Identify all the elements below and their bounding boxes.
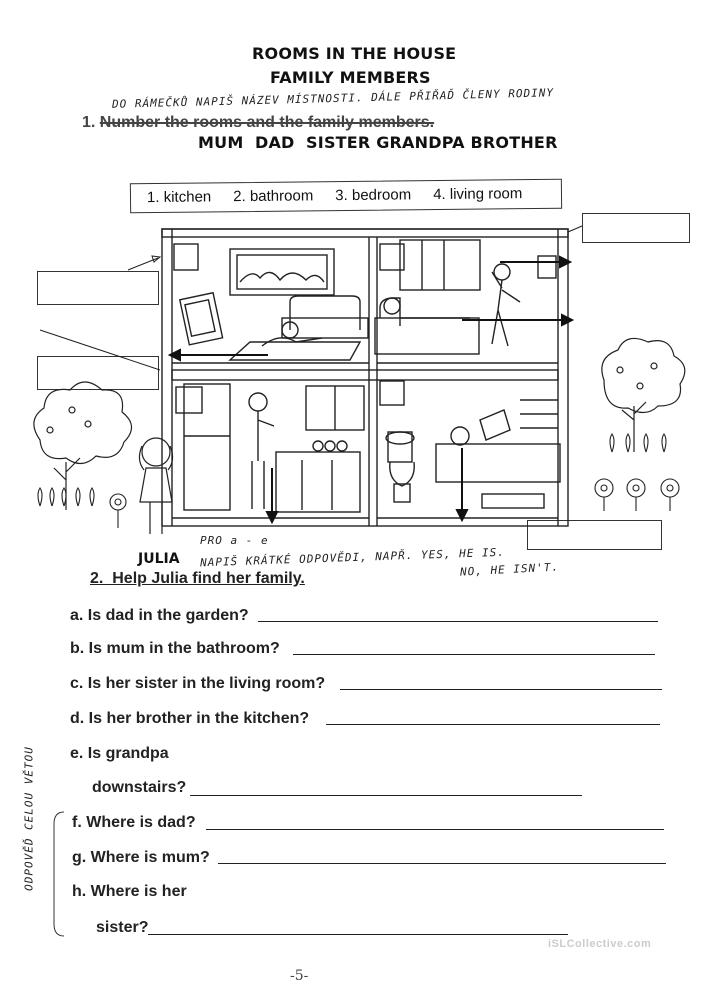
tree-right (602, 338, 685, 452)
question-d (70, 710, 309, 728)
question-d-text: Is her brother in the kitchen? (88, 710, 310, 727)
answer-line-f[interactable] (206, 829, 664, 830)
question-h-cont: sister? (96, 919, 149, 936)
handwritten-short-answers: NAPIŠ KRÁTKÉ ODPOVĚDI, NAPŘ. YES, HE IS. (199, 545, 506, 570)
exercise1-instruction: Number the rooms and the family members. (99, 114, 435, 131)
family-members-list: MUM DAD SISTER GRANDPA BROTHER (198, 133, 558, 152)
tree-left (34, 382, 132, 510)
question-c-text: Is her sister in the living room? (87, 675, 326, 692)
question-e (70, 745, 169, 763)
question-h-letter: h. (72, 883, 87, 900)
handwritten-pro-a-e: PRO a - e (200, 534, 269, 547)
answer-line-c[interactable] (340, 689, 662, 690)
question-g (72, 849, 210, 867)
question-c (70, 675, 325, 693)
question-a (70, 607, 249, 625)
question-a-text: Is dad in the garden? (87, 607, 249, 624)
room-kitchen: 1. kitchen (146, 188, 212, 207)
exercise2-instruction: 2. Help Julia find her family. (90, 570, 305, 587)
exercise1-number: 1. (82, 114, 96, 131)
question-c-letter: c. (70, 675, 84, 692)
room-living-room: 4. living room (433, 185, 523, 204)
answer-line-b[interactable] (293, 654, 655, 655)
question-e-letter: e. (70, 745, 84, 762)
flowers (38, 434, 679, 528)
question-g-letter: g. (72, 849, 87, 866)
answer-line-a[interactable] (258, 621, 658, 622)
question-b (70, 640, 280, 658)
question-g-text: Where is mum? (90, 849, 210, 866)
question-f-text: Where is dad? (86, 814, 196, 831)
handwritten-instruction: DO RÁMEČKŮ NAPIŠ NÁZEV MÍSTNOSTI. DÁLE PŘIŘAĎ ČLENY RODINY (111, 86, 555, 111)
answer-line-e[interactable] (190, 795, 582, 796)
handwritten-side-note: ODPOVĚĎ CELOU VĚTOU (22, 746, 36, 891)
julia-label: JULIA (138, 551, 180, 567)
room-bathroom: 2. bathroom (233, 187, 314, 206)
title-rooms: ROOMS IN THE HOUSE (252, 44, 457, 63)
question-e-text: Is grandpa (87, 745, 169, 762)
question-b-text: Is mum in the bathroom? (88, 640, 280, 657)
question-h (72, 883, 187, 901)
julia-figure (139, 438, 172, 534)
handwritten-short-answers-2: NO, HE ISN'T. (459, 560, 560, 579)
floor-divider (172, 370, 558, 380)
question-h-text: Where is her (90, 883, 187, 900)
question-f-letter: f. (72, 814, 82, 831)
question-e-cont: downstairs? (92, 779, 187, 796)
watermark: iSLCollective.com (548, 938, 652, 950)
question-b-letter: b. (70, 640, 85, 657)
question-a-letter: a. (70, 607, 84, 624)
question-d-letter: d. (70, 710, 85, 727)
answer-line-g[interactable] (218, 863, 666, 864)
answer-line-h[interactable] (148, 934, 568, 935)
page-number: -5- (290, 968, 309, 984)
room-bedroom: 3. bedroom (335, 186, 412, 205)
title-family: FAMILY MEMBERS (270, 68, 431, 87)
question-f (72, 814, 196, 832)
answer-line-d[interactable] (326, 724, 660, 725)
